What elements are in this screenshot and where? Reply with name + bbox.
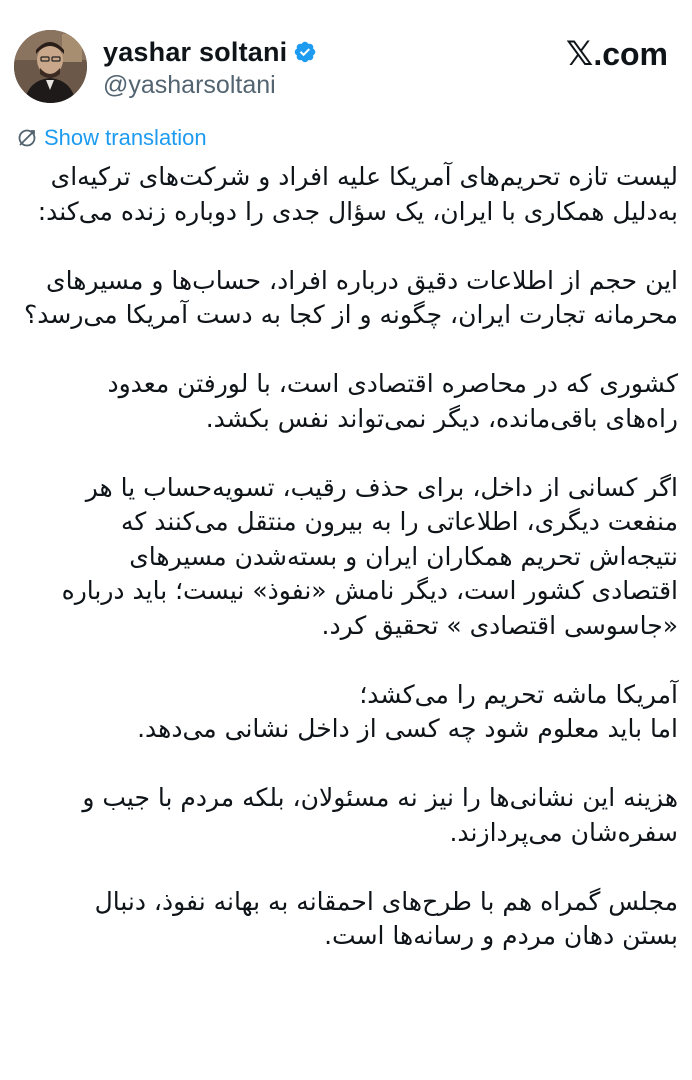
tweet-line: اقتصادی کشور است، دیگر نامش «نفوذ» نیست؛ باید درباره [61, 576, 678, 605]
tweet-line: محرمانه تجارت ایران، چگونه و از کجا به دست آمریکا می‌رسد؟ [24, 300, 678, 329]
tweet-line: سفره‌شان می‌پردازند. [449, 817, 678, 847]
tweet-line: به‌دلیل همکاری با ایران، یک سؤال جدی را دوباره زنده می‌کند: [37, 196, 678, 226]
tweet-paragraph [14, 264, 678, 333]
show-translation-label[interactable]: Show translation [44, 125, 207, 150]
tweet-line: اما باید معلوم شود چه کسی از داخل نشانی می‌دهد. [137, 714, 678, 743]
tweet-line: اگر کسانی از داخل، برای حذف رقیب، تسویه‌حساب یا هر [85, 472, 678, 502]
tweet-line: این حجم از اطلاعات دقیق درباره افراد، حساب‌ها و مسیرهای [46, 265, 678, 295]
tweet-paragraph [14, 160, 678, 229]
show-translation-link[interactable] [16, 124, 207, 152]
tweet-line: لیست تازه تحریم‌های آمریکا علیه افراد و شرکت‌های ترکیه‌ای [50, 162, 678, 191]
tweet-line: آمریکا ماشه تحریم را می‌کشد؛ [359, 679, 678, 709]
tweet-line: مجلس گمراه هم با طرح‌های احمقانه به بهانه نفوذ، دنبال [94, 886, 678, 916]
tweet-line: نتیجه‌اش تحریم همکاران ایران و بسته‌شدن مسیرهای [129, 541, 678, 571]
tweet-paragraph [14, 885, 678, 954]
tweet-header [0, 0, 692, 110]
name-row [103, 36, 317, 68]
tweet-line: هزینه این نشانی‌ها را نیز نه مسئولان، بلکه مردم با جیب و [82, 783, 678, 812]
tweet-text [14, 160, 678, 988]
brand-suffix: .com [593, 36, 668, 72]
tweet-paragraph [14, 678, 678, 747]
x-brand [566, 36, 668, 72]
tweet-line: «جاسوسی اقتصادی » تحقیق کرد. [321, 610, 678, 640]
tweet-line: منفعت دیگری، اطلاعاتی را به بیرون منتقل می‌کنند که [121, 507, 678, 536]
tweet-paragraph [14, 471, 678, 644]
tweet-paragraph [14, 367, 678, 436]
tweet-line: کشوری که در محاصره اقتصادی است، با لورفتن معدود [107, 369, 678, 398]
tweet-line: راه‌های باقی‌مانده، دیگر نمی‌تواند نفس بکشد. [205, 403, 678, 433]
handle[interactable]: @yasharsoltani [103, 71, 276, 99]
x-logo-icon: 𝕏 [565, 34, 594, 74]
tweet-line: بستن دهان مردم و رسانه‌ها است. [324, 921, 678, 950]
verified-badge-icon [293, 40, 317, 64]
avatar[interactable] [14, 30, 87, 103]
tweet-paragraph [14, 781, 678, 850]
display-name[interactable]: yashar soltani [103, 37, 288, 67]
translate-globe-icon [16, 127, 38, 149]
